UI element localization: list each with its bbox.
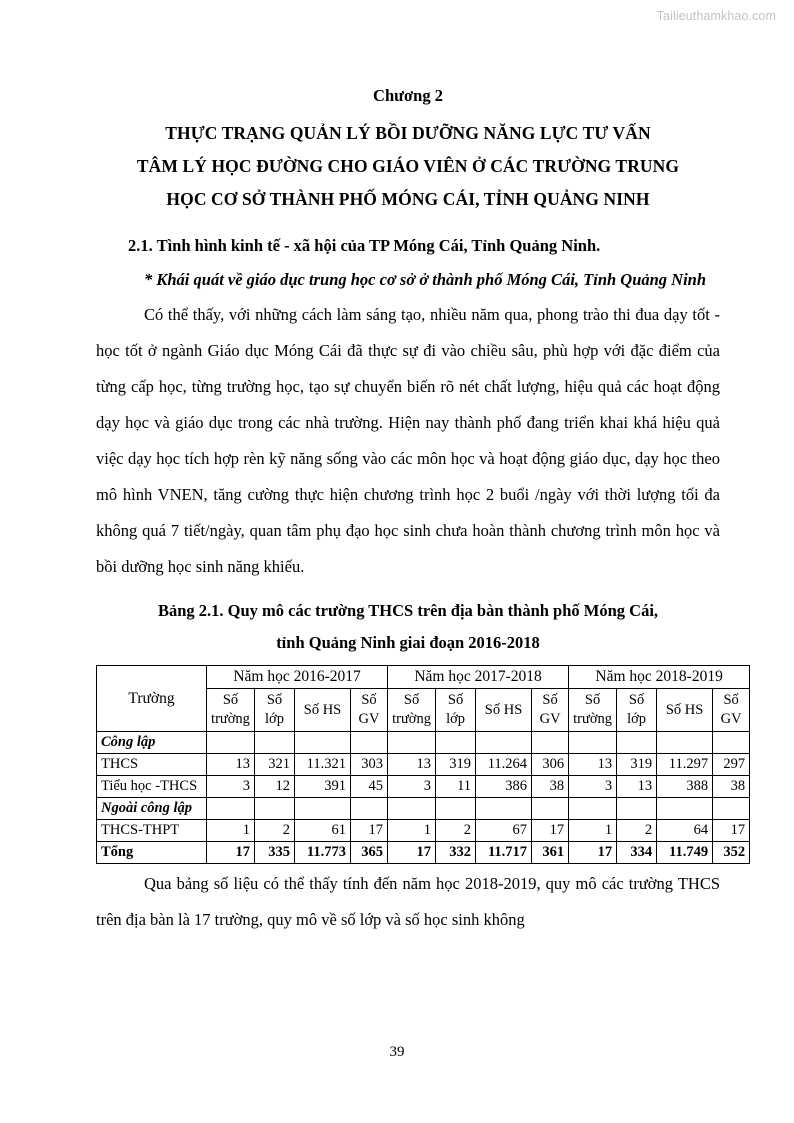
table-cell: 352 bbox=[713, 842, 750, 864]
table-cell bbox=[657, 732, 713, 754]
table-cell: 12 bbox=[255, 776, 295, 798]
table-cell: 11.749 bbox=[657, 842, 713, 864]
table-cell bbox=[476, 732, 532, 754]
table-cell bbox=[713, 732, 750, 754]
table-cell: 2 bbox=[255, 820, 295, 842]
table-cell bbox=[295, 798, 351, 820]
header-sub-teachers-1: Số GV bbox=[351, 689, 388, 732]
table-cell bbox=[532, 732, 569, 754]
section-subheading: * Khái quát về giáo dục trung học cơ sở ở thành phố Móng Cái, Tỉnh Quảng Ninh bbox=[144, 270, 707, 289]
table-header-row-1 bbox=[97, 666, 750, 689]
table-cell: 13 bbox=[617, 776, 657, 798]
table-row bbox=[97, 798, 750, 820]
header-sub-teachers-2: Số GV bbox=[532, 689, 569, 732]
header-year-2017-2018: Năm học 2017-2018 bbox=[388, 666, 569, 689]
table-cell bbox=[351, 798, 388, 820]
table-cell bbox=[713, 798, 750, 820]
header-sub-schools-1: Số trường bbox=[207, 689, 255, 732]
table-cell: 11.773 bbox=[295, 842, 351, 864]
table-cell: 11.321 bbox=[295, 754, 351, 776]
table-row bbox=[97, 754, 750, 776]
table-cell bbox=[532, 798, 569, 820]
table-cell: 64 bbox=[657, 820, 713, 842]
page-title bbox=[96, 117, 720, 216]
table-cell bbox=[476, 798, 532, 820]
table-cell: 13 bbox=[207, 754, 255, 776]
table-cell: 1 bbox=[569, 820, 617, 842]
table-cell: 388 bbox=[657, 776, 713, 798]
table-row bbox=[97, 842, 750, 864]
table-row bbox=[97, 776, 750, 798]
table-row bbox=[97, 820, 750, 842]
table-cell: 335 bbox=[255, 842, 295, 864]
table-cell: 17 bbox=[207, 842, 255, 864]
table-cell bbox=[436, 732, 476, 754]
table-cell: 67 bbox=[476, 820, 532, 842]
table-cell: 2 bbox=[617, 820, 657, 842]
table-cell: 11.717 bbox=[476, 842, 532, 864]
table-cell: 3 bbox=[207, 776, 255, 798]
header-sub-schools-2: Số trường bbox=[388, 689, 436, 732]
table-cell bbox=[388, 798, 436, 820]
header-sub-classes-2: Số lớp bbox=[436, 689, 476, 732]
header-sub-classes-3: Số lớp bbox=[617, 689, 657, 732]
table-cell: 17 bbox=[351, 820, 388, 842]
header-sub-students-2: Số HS bbox=[476, 689, 532, 732]
header-year-2018-2019: Năm học 2018-2019 bbox=[569, 666, 750, 689]
table-cell: 17 bbox=[713, 820, 750, 842]
table-cell bbox=[255, 798, 295, 820]
table-cell: 386 bbox=[476, 776, 532, 798]
page-number: 39 bbox=[389, 1044, 405, 1060]
table-cell: 11 bbox=[436, 776, 476, 798]
table-cell bbox=[255, 732, 295, 754]
paragraph-intro: Có thể thấy, với những cách làm sáng tạo, nhiều năm qua, phong trào thi đua dạy tốt - học tốt ở ngành Giáo dục Móng Cái đã thực sự đi vào chiều sâu, phù hợp với đặc điểm của từng cấp học, từng trường học, tạo sự chuyển biến rõ nét chất lượng, hiệu quả các hoạt động dạy học và giáo dục trong các nhà trường. Hiện nay thành phố đang triển khai khá hiệu quả việc dạy học tích hợp rèn kỹ năng sống vào các môn học và hoạt động giáo dục, dạy học theo mô hình VNEN, tăng cường thực hiện chương trình học 2 buổi /ngày với thời lượng tối đa không quá 7 tiết/ngày, quan tâm phụ đạo học sinh chưa hoàn thành chương trình môn học và bồi dưỡng học sinh năng khiếu. bbox=[96, 305, 720, 576]
header-truong: Trường bbox=[97, 666, 207, 732]
table-row-label: THCS-THPT bbox=[97, 820, 207, 842]
table-cell bbox=[569, 798, 617, 820]
table-row-label: Tiểu học -THCS bbox=[97, 776, 207, 798]
table-cell: 306 bbox=[532, 754, 569, 776]
table-cell: 334 bbox=[617, 842, 657, 864]
table-caption-line-2: tỉnh Quảng Ninh giai đoạn 2016-2018 bbox=[276, 633, 540, 652]
table-cell bbox=[617, 732, 657, 754]
header-year-2016-2017: Năm học 2016-2017 bbox=[207, 666, 388, 689]
title-line-1: THỰC TRẠNG QUẢN LÝ BỒI DƯỠNG NĂNG LỰC TƯ VẤN bbox=[165, 123, 651, 143]
header-sub-students-3: Số HS bbox=[657, 689, 713, 732]
table-body bbox=[97, 732, 750, 864]
table-cell: 45 bbox=[351, 776, 388, 798]
table-cell: 1 bbox=[388, 820, 436, 842]
table-cell: 3 bbox=[388, 776, 436, 798]
table-row-label: THCS bbox=[97, 754, 207, 776]
title-line-2: TÂM LÝ HỌC ĐƯỜNG CHO GIÁO VIÊN Ở CÁC TRƯỜNG TRUNG bbox=[136, 156, 680, 176]
table-cell: 321 bbox=[255, 754, 295, 776]
table-cell: 13 bbox=[388, 754, 436, 776]
paragraph-after-table: Qua bảng số liệu có thể thấy tính đến năm học 2018-2019, quy mô các trường THCS trên địa bàn là 17 trường, quy mô về số lớp và số học sinh không bbox=[96, 874, 720, 929]
page-content bbox=[96, 84, 746, 938]
chapter-label: Chương 2 bbox=[373, 86, 443, 105]
table-row-label: Ngoài công lập bbox=[97, 798, 207, 820]
table-cell: 61 bbox=[295, 820, 351, 842]
table-cell: 17 bbox=[532, 820, 569, 842]
title-line-3: HỌC CƠ SỞ THÀNH PHỐ MÓNG CÁI, TỈNH QUẢNG NINH bbox=[166, 189, 650, 209]
table-caption bbox=[96, 595, 720, 659]
section-heading: 2.1. Tình hình kinh tế - xã hội của TP Móng Cái, Tỉnh Quảng Ninh. bbox=[128, 236, 601, 255]
header-sub-classes-1: Số lớp bbox=[255, 689, 295, 732]
header-sub-schools-3: Số trường bbox=[569, 689, 617, 732]
table-cell: 391 bbox=[295, 776, 351, 798]
header-sub-teachers-3: Số GV bbox=[713, 689, 750, 732]
table-cell bbox=[436, 798, 476, 820]
watermark: Tailieuthamkhao.com bbox=[656, 9, 776, 23]
table-cell: 11.264 bbox=[476, 754, 532, 776]
table-cell bbox=[617, 798, 657, 820]
table-cell: 17 bbox=[569, 842, 617, 864]
table-cell bbox=[569, 732, 617, 754]
table-cell: 38 bbox=[713, 776, 750, 798]
table-row-label: Công lập bbox=[97, 732, 207, 754]
table-cell: 319 bbox=[617, 754, 657, 776]
table-cell: 1 bbox=[207, 820, 255, 842]
table-cell bbox=[388, 732, 436, 754]
table-cell: 11.297 bbox=[657, 754, 713, 776]
table-cell: 2 bbox=[436, 820, 476, 842]
table-cell: 13 bbox=[569, 754, 617, 776]
header-sub-students-1: Số HS bbox=[295, 689, 351, 732]
table-cell: 17 bbox=[388, 842, 436, 864]
table-row bbox=[97, 732, 750, 754]
school-scale-table bbox=[96, 665, 750, 864]
table-row-label: Tổng bbox=[97, 842, 207, 864]
table-caption-line-1: Bảng 2.1. Quy mô các trường THCS trên địa bàn thành phố Móng Cái, bbox=[157, 601, 659, 620]
table-cell bbox=[207, 732, 255, 754]
table-cell bbox=[351, 732, 388, 754]
table-cell: 319 bbox=[436, 754, 476, 776]
table-cell: 303 bbox=[351, 754, 388, 776]
table-cell: 361 bbox=[532, 842, 569, 864]
table-cell bbox=[657, 798, 713, 820]
table-cell bbox=[295, 732, 351, 754]
table-cell: 38 bbox=[532, 776, 569, 798]
table-cell: 3 bbox=[569, 776, 617, 798]
table-cell: 365 bbox=[351, 842, 388, 864]
table-cell: 297 bbox=[713, 754, 750, 776]
table-cell: 332 bbox=[436, 842, 476, 864]
table-cell bbox=[207, 798, 255, 820]
